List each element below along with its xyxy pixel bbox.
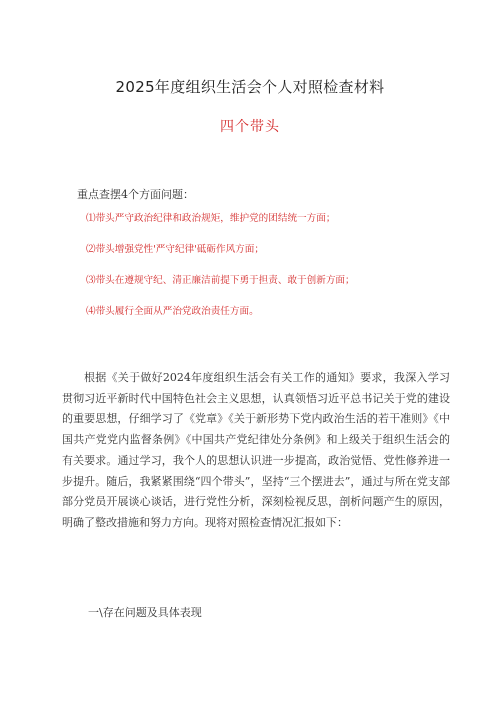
focus-item: ⑷带头履行全面从严治党政治责任方面。: [86, 306, 259, 317]
focus-heading: 重点查摆4个方面问题：: [77, 188, 194, 201]
document-title: 2025年度组织生活会个人对照检查材料: [115, 78, 385, 96]
body-paragraph: 根据《关于做好2024年度组织生活会有关工作的通知》要求，我深入学习贯彻习近平新时代中国特色社会主义思想，认真领悟习近平总书记关于党的建设的重要思想，仔细学习了《党章》《关于新形势下党内政治生活的若干准则》《中国共产党党内监督条例》《中国共产党纪律处分条例》和上级关于组织生活会的有关要求。通过学习，我个人的思想认识进一步提高，政治觉悟、党性修养进一步提升。随后，我紧紧围绕“四个带头”，坚持“三个摆进去”，通过与所在党支部部分党员开展谈心谈话，进行党性分析，深刻检视反思，剖析问题产生的原因，明确了整改措施和努力方向。现将对照检查情况汇报如下：: [62, 371, 450, 529]
focus-item: ⑶带头在遵规守纪、清正廉洁前提下勇于担责、敢于创新方面；: [86, 275, 355, 286]
section-heading: 一\存在问题及具体表现: [88, 606, 202, 619]
focus-item: ⑵带头增强党性'严守纪律'砥砺作风方面；: [86, 244, 264, 255]
focus-list: [86, 212, 355, 336]
focus-item: ⑴带头严守政治纪律和政治规矩，维护党的团结统一方面；: [86, 213, 336, 224]
document-subtitle: 四个带头: [220, 119, 280, 135]
